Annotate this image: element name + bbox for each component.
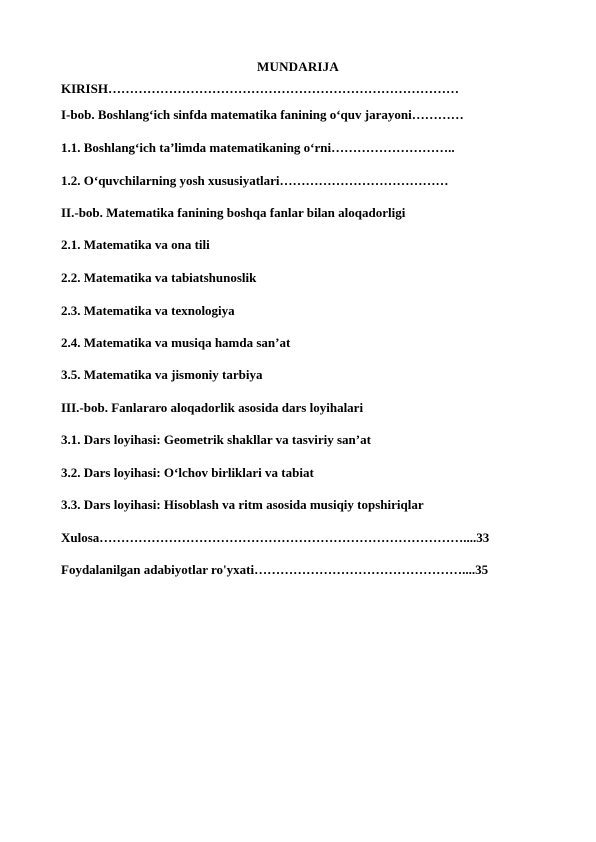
toc-title: MUNDARIJA (257, 59, 339, 74)
toc-entry-conclusion: Xulosa…………………………………………………………………………....33 (61, 530, 490, 545)
toc-entry-chapter-1: I-bob. Boshlang‘ich sinfda matematika fanining o‘quv jarayoni………… (61, 107, 464, 122)
toc-entry-chapter-3: III.-bob. Fanlararo aloqadorlik asosida dars loyihalari (61, 400, 364, 415)
toc-entry-1-1: 1.1. Boshlang‘ich ta’limda matematikaning o‘rni……………………….. (61, 140, 455, 155)
toc-entry-chapter-2: II.-bob. Matematika fanining boshqa fanlar bilan aloqadorligi (61, 205, 406, 220)
toc-entry-bibliography: Foydalanilgan adabiyotlar ro'yxati…………………………………………....35 (61, 562, 489, 577)
toc-entry-3-2: 3.2. Dars loyihasi: O‘lchov birliklari va tabiat (61, 465, 314, 480)
toc-entry-2-4: 2.4. Matematika va musiqa hamda san’at (61, 335, 291, 350)
toc-entry-3-5: 3.5. Matematika va jismoniy tarbiya (61, 367, 263, 382)
toc-entry-1-2: 1.2. O‘quvchilarning yosh xususiyatlari………………………………… (61, 173, 449, 188)
toc-entry-3-3: 3.3. Dars loyihasi: Hisoblash va ritm asosida musiqiy topshiriqlar (61, 497, 424, 512)
toc-entry-2-1: 2.1. Matematika va ona tili (61, 237, 210, 252)
toc-entry-2-3: 2.3. Matematika va texnologiya (61, 303, 235, 318)
toc-entry-3-1: 3.1. Dars loyihasi: Geometrik shakllar va tasviriy san’at (61, 432, 371, 447)
toc-entry-2-2: 2.2. Matematika va tabiatshunoslik (61, 270, 257, 285)
toc-entry-introduction: KIRISH……………………………………………………………………… (61, 81, 459, 96)
